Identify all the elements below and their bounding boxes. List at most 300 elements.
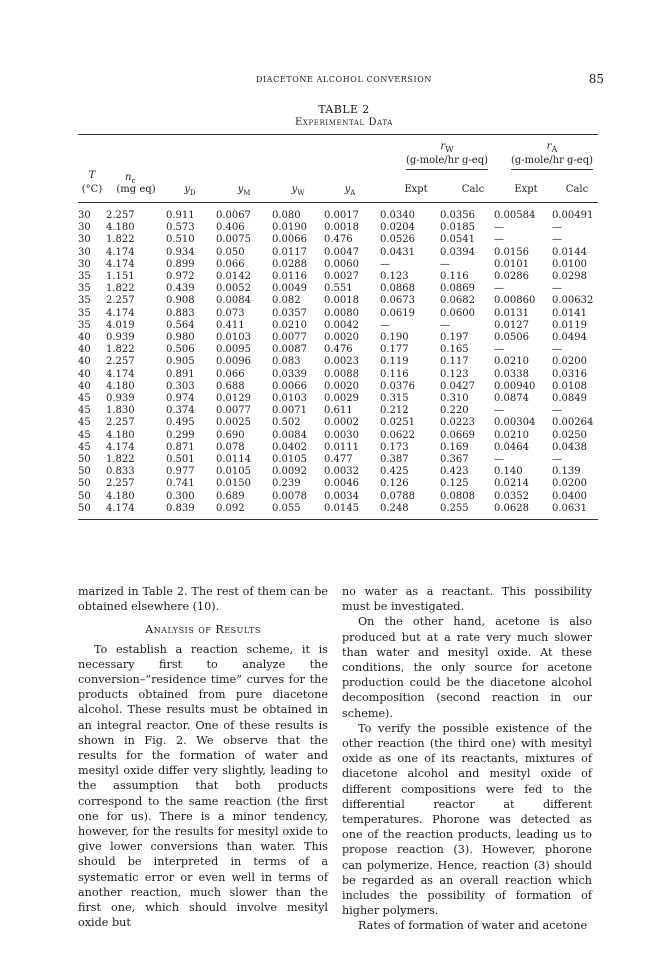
table-cell: 0.495 [166,417,195,429]
table-cell: — [494,454,504,466]
table-cell: 0.839 [166,502,195,514]
table-cell: 4.180 [106,429,135,441]
left-paragraph-2: To establish a reaction scheme, it is necessary first to analyze the conversion–“residence time” curves for the products obtained from pure diacetone alcohol. These results must be obtained in an integral reactor. One of these results is shown in Fig. 2. We observe that the results for the formation of water and mesityl oxide differ very slightly, leading to the assumption that both products correspond to the same reaction (the first one for us). There is a minor tendency, however, for the results for mesityl oxide to give lower conversions than water. This should be interpreted in terms of a systematic error or even well in terms of another reaction, much slower than the first one, which should involve mesityl oxide but [78,642,328,930]
table-number: TABLE 2 [318,103,370,116]
right-paragraph-4: Rates of formation of water and acetone [358,919,588,933]
table-cell: 2.257 [106,210,135,221]
table-cell: 0.0071 [272,405,307,417]
table-cell: 0.387 [380,454,409,466]
table-cell: 0.0622 [380,429,415,441]
table-cell: 0.310 [440,393,469,405]
table-row [78,271,598,283]
table-cell: 0.125 [440,478,469,490]
table-cell: 45 [78,429,91,441]
table-cell: 0.0400 [552,490,587,502]
table-cell: 0.476 [324,344,353,356]
table-cell: 0.0116 [272,271,307,283]
table-cell: 0.303 [166,380,195,392]
running-header [84,72,604,88]
table-cell: 4.174 [106,441,135,453]
table-cell: 0.688 [216,380,245,392]
table-cell: 0.0250 [552,429,587,441]
table-cell: 0.00264 [552,417,594,429]
table-cell: 0.0084 [272,429,307,441]
table-cell: 0.300 [166,490,195,502]
table-cell: 0.140 [494,466,523,478]
table-header-rule [78,202,598,203]
table-cell: 0.911 [166,210,195,221]
table-cell: 0.0156 [494,246,529,258]
table-cell: 0.0029 [324,393,359,405]
table-cell: 4.174 [106,368,135,380]
table-cell: 0.0103 [216,332,251,344]
table-cell: 0.0223 [440,417,475,429]
table-cell: — [494,234,504,246]
table-cell: 0.00304 [494,417,536,429]
table-cell: 0.0288 [272,258,307,270]
table-cell: 0.0042 [324,319,359,331]
table-cell: 0.0095 [216,344,251,356]
table-cell: 0.0127 [494,319,529,331]
table-cell: 0.974 [166,393,195,405]
table-cell: 0.0047 [324,246,359,258]
table-cell: 0.0046 [324,478,359,490]
table-cell: 0.501 [166,454,195,466]
header-rw-expt: Expt [404,184,428,195]
table-cell: 0.0376 [380,380,415,392]
table-cell: 0.0105 [216,466,251,478]
table-row [78,234,598,246]
table-cell: 0.0066 [272,234,307,246]
table-cell: 0.689 [216,490,245,502]
table-cell: 35 [78,283,91,295]
table-cell: 0.0103 [272,393,307,405]
table-cell: 0.0020 [324,332,359,344]
table-cell: 1.151 [106,271,135,283]
table-cell: 0.0541 [440,234,475,246]
table-cell: 4.174 [106,307,135,319]
table-cell: 0.0060 [324,258,359,270]
table-cell: — [494,222,504,234]
table-cell: 0.0077 [272,332,307,344]
table-cell: 0.066 [216,258,245,270]
table-cell: 0.00860 [494,295,536,307]
table-cell: 0.0526 [380,234,415,246]
table-cell: 0.255 [440,502,469,514]
table-row [78,454,598,466]
table-cell: — [552,454,562,466]
table-cell: 0.871 [166,441,195,453]
header-ya-subscript: A [350,189,356,197]
table-cell: 50 [78,502,91,514]
table-cell: 0.423 [440,466,469,478]
header-ra-calc: Calc [565,184,589,195]
table-cell: 4.019 [106,319,135,331]
table-cell: 0.0340 [380,210,415,221]
table-cell: 35 [78,319,91,331]
table-cell: 0.411 [216,319,245,331]
table-cell: 35 [78,307,91,319]
table-row [78,478,598,490]
table-cell: 0.0052 [216,283,251,295]
table-row [78,405,598,417]
table-cell: 1.830 [106,405,135,417]
table-row [78,295,598,307]
table-cell: 0.212 [380,405,409,417]
table-cell: 0.0185 [440,222,475,234]
table-cell: — [494,344,504,356]
table-row [78,210,598,222]
table-cell: 0.126 [380,478,409,490]
table-cell: 2.257 [106,478,135,490]
table-row [78,259,598,271]
table-cell: 0.0628 [494,502,529,514]
header-ym-subscript: M [243,189,251,197]
table-cell: 0.0032 [324,466,359,478]
table-cell: 45 [78,441,91,453]
table-row [78,381,598,393]
header-yd-subscript: D [190,189,196,197]
table-cell: 35 [78,295,91,307]
table-cell: 0.0849 [552,393,587,405]
table-cell: 0.611 [324,405,353,417]
table-cell: 0.073 [216,307,245,319]
right-paragraph-1: no water as a reactant. This possibility must be investigated. [342,585,592,614]
table-cell: 4.174 [106,246,135,258]
table-cell: 0.0002 [324,417,359,429]
table-cell: 0.0141 [552,307,587,319]
table-cell: 0.0078 [272,490,307,502]
table-cell: 0.980 [166,332,195,344]
table-cell: 0.564 [166,319,195,331]
running-title: DIACETONE ALCOHOL CONVERSION [255,75,433,84]
table-cell: 30 [78,258,91,270]
table-cell: 0.0600 [440,307,475,319]
table-row [78,393,598,405]
table-cell: — [552,222,562,234]
table-cell: 2.257 [106,417,135,429]
table-cell: 0.0131 [494,307,529,319]
table-cell: 35 [78,271,91,283]
table-cell: 0.117 [440,356,469,368]
table-row [78,344,598,356]
table-cell: 0.690 [216,429,245,441]
table-cell: 0.939 [106,332,135,344]
table-cell: 0.0682 [440,295,475,307]
table-cell: 0.506 [166,344,195,356]
table-cell: 0.0356 [440,210,475,221]
table-cell: 0.239 [272,478,301,490]
header-ra-expt: Expt [514,184,538,195]
table-cell: 0.0204 [380,222,415,234]
table-row [78,356,598,368]
table-cell: 40 [78,380,91,392]
table-cell: 0.0868 [380,283,415,295]
table-cell: 45 [78,393,91,405]
table-cell: 0.0402 [272,441,307,453]
table-row [78,332,598,344]
table-cell: 0.083 [272,356,301,368]
right-column [342,584,592,934]
table-row [78,369,598,381]
table-cell: 0.908 [166,295,195,307]
table-cell: 0.406 [216,222,245,234]
table-cell: 0.116 [440,271,469,283]
table-cell: 0.0494 [552,332,587,344]
table-cell: 1.822 [106,454,135,466]
table-cell: 40 [78,356,91,368]
table-cell: 0.050 [216,246,245,258]
table-cell: 4.174 [106,258,135,270]
table-cell: 0.0075 [216,234,251,246]
table-cell: 0.425 [380,466,409,478]
table-cell: 0.0111 [324,441,359,453]
table-cell: — [552,344,562,356]
table-cell: 4.180 [106,222,135,234]
table-cell: 0.0117 [272,246,307,258]
table-row [78,247,598,259]
table-cell: 0.0214 [494,478,529,490]
table-cell: 0.0142 [216,271,251,283]
table-row [78,417,598,429]
table-cell: 0.374 [166,405,195,417]
table-cell: 0.0200 [552,478,587,490]
table-cell: 0.0339 [272,368,307,380]
table-cell: 0.165 [440,344,469,356]
table-cell: 0.0101 [494,258,529,270]
table-cell: 0.0150 [216,478,251,490]
table-cell: 0.573 [166,222,195,234]
table-cell: 0.0431 [380,246,415,258]
table-cell: — [380,258,390,270]
table-cell: 0.066 [216,368,245,380]
table-cell: 0.177 [380,344,409,356]
header-rw-calc: Calc [461,184,485,195]
table-cell: 0.055 [272,502,301,514]
table-cell: 40 [78,332,91,344]
table-cell: 0.080 [272,210,301,221]
table-cell: 0.0464 [494,441,529,453]
right-paragraph-2: On the other hand, acetone is also produced but at a rate very much slower than water and mesityl oxide. At these conditions, the only source for acetone production could be the diacetone alcohol decomposition (second reaction in our scheme). [342,615,592,720]
left-paragraph-1: marized in Table 2. The rest of them can be obtained elsewhere (10). [78,585,328,614]
table-cell: 0.0114 [216,454,251,466]
table-cell: 0.0077 [216,405,251,417]
table-cell: 0.0200 [552,356,587,368]
table-cell: 0.0088 [324,368,359,380]
header-nc-subscript: c [131,177,136,185]
table-cell: 0.139 [552,466,581,478]
table-cell: 0.078 [216,441,245,453]
table-cell: 0.123 [440,368,469,380]
table-cell: 1.822 [106,234,135,246]
table-cell: 0.0788 [380,490,415,502]
table-cell: 0.0020 [324,380,359,392]
table-cell: 0.0298 [552,271,587,283]
table-cell: 30 [78,222,91,234]
table-cell: — [440,319,450,331]
table-cell: 0.905 [166,356,195,368]
table-cell: 0.00491 [552,210,594,221]
table-cell: 0.092 [216,502,245,514]
table-cell: 0.0018 [324,222,359,234]
table-row [78,283,598,295]
table-cell: 0.123 [380,271,409,283]
table-cell: 50 [78,466,91,478]
table-cell: 0.833 [106,466,135,478]
table-cell: 0.741 [166,478,195,490]
table-cell: 0.00940 [494,380,536,392]
table-cell: 0.439 [166,283,195,295]
header-ra-symbol: r [546,141,552,152]
table-cell: — [380,319,390,331]
table-cell: — [494,283,504,295]
table-cell: 0.0669 [440,429,475,441]
table-row [78,491,598,503]
table-cell: 0.0108 [552,380,587,392]
table-cell: 0.0869 [440,283,475,295]
table-cell: 0.0023 [324,356,359,368]
table-cell: 0.0144 [552,246,587,258]
table-cell: 0.0619 [380,307,415,319]
table-cell: 0.0808 [440,490,475,502]
header-rw-unit: (g-mole/hr g-eq) [406,155,488,170]
table-cell: 0.883 [166,307,195,319]
table-cell: — [494,405,504,417]
table-cell: — [552,234,562,246]
table-cell: — [440,258,450,270]
table-cell: 0.0673 [380,295,415,307]
table-cell: 40 [78,368,91,380]
table-cell: 0.891 [166,368,195,380]
header-ra-subscript: A [551,144,558,154]
header-nc-unit: (mg eq) [116,184,156,195]
table-cell: 0.972 [166,271,195,283]
table-cell: 0.0210 [494,429,529,441]
table-cell: 30 [78,234,91,246]
table-row [78,308,598,320]
right-paragraph-3: To verify the possible existence of the other reaction (the third one) with mesityl oxide as one of its reactants, mixtures of diacetone alcohol and mesityl oxide of different compositions were fed to the differential reactor at different temperatures. Phorone was detected as one of the reaction products, leading us to propose reaction (3). However, phorone can polymerize. Hence, reaction (3) should be regarded as an overall reaction which includes the possibility of formation of higher polymers. [342,721,592,918]
table-cell: — [552,405,562,417]
table-cell: 0.082 [272,295,301,307]
table-cell: 0.0286 [494,271,529,283]
table-cell: 50 [78,454,91,466]
header-ra-group [511,141,593,170]
table-cell: 0.0105 [272,454,307,466]
experimental-data-table [78,210,598,515]
table-cell: 0.00584 [494,210,536,221]
table-cell: 0.0631 [552,502,587,514]
table-cell: 30 [78,246,91,258]
table-cell: 0.551 [324,283,353,295]
table-cell: 45 [78,405,91,417]
table-cell: 0.939 [106,393,135,405]
table-cell: 0.0352 [494,490,529,502]
header-nc-symbol: n [125,172,132,183]
table-cell: 0.0067 [216,210,251,221]
table-cell: 0.0096 [216,356,251,368]
table-cell: 0.190 [380,332,409,344]
table-cell: 0.899 [166,258,195,270]
table-cell: 0.00632 [552,295,594,307]
table-cell: 0.0316 [552,368,587,380]
table-cell: 0.0506 [494,332,529,344]
table-cell: 0.0092 [272,466,307,478]
table-cell: 0.0049 [272,283,307,295]
table-cell: 0.977 [166,466,195,478]
table-cell: 4.174 [106,502,135,514]
header-ym-symbol: y [237,184,244,195]
table-cell: 0.315 [380,393,409,405]
table-cell: — [552,283,562,295]
table-cell: 0.0357 [272,307,307,319]
table-cell: 0.0338 [494,368,529,380]
table-cell: 45 [78,417,91,429]
table-cell: 2.257 [106,356,135,368]
table-cell: 0.0034 [324,490,359,502]
table-cell: 0.0251 [380,417,415,429]
table-cell: 0.0084 [216,295,251,307]
table-cell: 0.0100 [552,258,587,270]
table-cell: 0.0145 [324,502,359,514]
table-cell: 0.510 [166,234,195,246]
table-cell: 0.119 [380,356,409,368]
table-title: Experimental Data [295,117,393,128]
table-cell: 4.180 [106,380,135,392]
table-cell: 0.367 [440,454,469,466]
table-cell: 0.0190 [272,222,307,234]
table-cell: 0.476 [324,234,353,246]
header-rw-symbol: r [440,141,446,152]
table-cell: 0.248 [380,502,409,514]
table-row [78,430,598,442]
header-rw-group [406,141,488,170]
table-cell: 0.0874 [494,393,529,405]
table-cell: 0.0017 [324,210,359,221]
header-yw-symbol: y [291,184,298,195]
table-row [78,466,598,478]
header-ya-symbol: y [344,184,351,195]
table-cell: 0.502 [272,417,301,429]
page-number: 85 [588,72,604,86]
table-cell: 0.0066 [272,380,307,392]
header-ra-unit: (g-mole/hr g-eq) [511,155,593,170]
header-rw-subscript: W [445,144,454,154]
table-cell: 0.197 [440,332,469,344]
table-cell: 50 [78,490,91,502]
table-top-rule [78,134,598,135]
table-cell: 0.0427 [440,380,475,392]
section-heading: Analysis of Results [145,623,261,637]
table-cell: 0.173 [380,441,409,453]
table-cell: 0.477 [324,454,353,466]
table-cell: 0.0394 [440,246,475,258]
table-cell: 0.220 [440,405,469,417]
table-cell: 0.116 [380,368,409,380]
table-cell: 40 [78,344,91,356]
table-cell: 50 [78,478,91,490]
header-t-unit: (°C) [81,184,103,195]
table-cell: 0.0025 [216,417,251,429]
table-cell: 4.180 [106,490,135,502]
header-yd-symbol: y [184,184,191,195]
table-row [78,503,598,515]
table-row [78,320,598,332]
table-bottom-rule [78,519,598,520]
table-cell: 1.822 [106,344,135,356]
table-cell: 0.0087 [272,344,307,356]
table-cell: 0.0438 [552,441,587,453]
table-cell: 0.0018 [324,295,359,307]
